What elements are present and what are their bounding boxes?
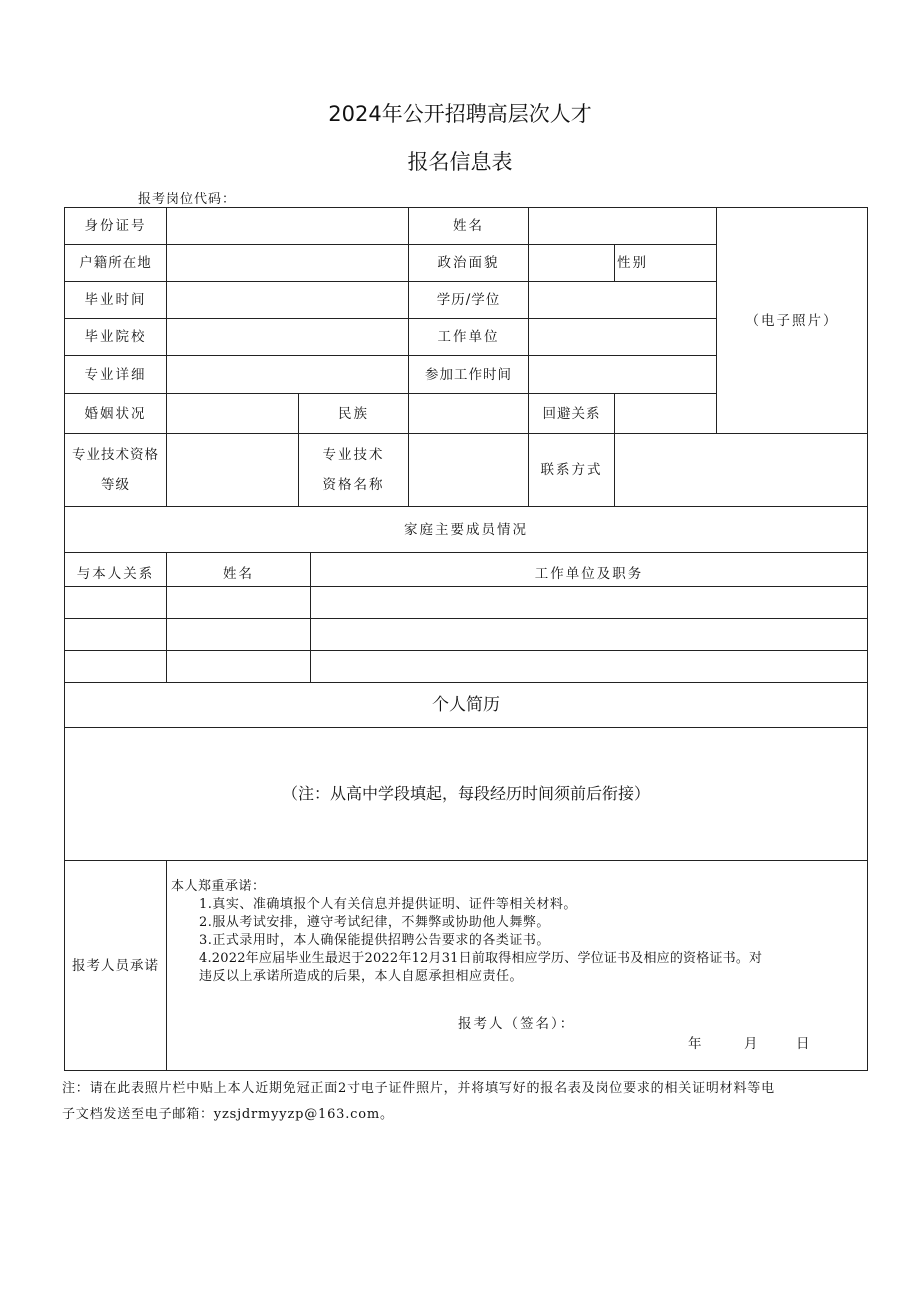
education-label: 学历/学位 bbox=[436, 292, 501, 308]
resume-note[interactable]: （注：从高中学段填起，每段经历时间须前后衔接） bbox=[281, 784, 650, 803]
commitment-item-1: 1.真实、准确填报个人有关信息并提供证明、证件等相关材料。 bbox=[199, 897, 577, 912]
name-field[interactable] bbox=[529, 208, 716, 244]
commitment-item-2: 2.服从考试安排，遵守考试纪律，不舞弊或协助他人舞弊。 bbox=[199, 915, 550, 930]
family-row1-relation[interactable] bbox=[65, 587, 166, 618]
family-col-relation: 与本人关系 bbox=[76, 566, 155, 582]
footnote-line2: 子文档发送至电子邮箱：yzsjdrmyyzp@163.com。 bbox=[62, 1107, 394, 1122]
major-detail-label: 专业详细 bbox=[84, 366, 147, 383]
commitment-item-4-cont: 违反以上承诺所造成的后果，本人自愿承担相应责任。 bbox=[199, 969, 524, 984]
family-row2-name[interactable] bbox=[167, 619, 310, 650]
work-unit-label: 工作单位 bbox=[437, 329, 500, 345]
resume-section-title: 个人简历 bbox=[432, 695, 500, 715]
form-title-line2: 报名信息表 bbox=[407, 150, 513, 174]
footnote-line1: 注：请在此表照片栏中贴上本人近期免冠正面2寸电子证件照片，并将填写好的报名表及岗位要求的相关证明材料等电 bbox=[62, 1081, 775, 1096]
commitment-label: 报考人员承诺 bbox=[72, 957, 159, 974]
commitment-intro: 本人郑重承诺： bbox=[171, 879, 266, 894]
commitment-text bbox=[171, 878, 861, 986]
gender-label: 性别 bbox=[617, 255, 648, 271]
id-number-field[interactable] bbox=[167, 208, 408, 244]
work-start-label: 参加工作时间 bbox=[425, 366, 512, 383]
political-label: 政治面貌 bbox=[437, 255, 500, 271]
family-row1-work[interactable] bbox=[311, 587, 867, 618]
tech-name-label bbox=[299, 434, 408, 506]
family-col-work: 工作单位及职务 bbox=[534, 566, 644, 582]
contact-label: 联系方式 bbox=[540, 462, 603, 478]
family-row2-work[interactable] bbox=[311, 619, 867, 650]
family-row1-name[interactable] bbox=[167, 587, 310, 618]
ethnicity-field[interactable] bbox=[409, 394, 528, 433]
id-number-label: 身份证号 bbox=[84, 218, 147, 234]
tech-name-label-line2: 资格名称 bbox=[322, 477, 385, 493]
political-field[interactable] bbox=[529, 245, 614, 281]
work-unit-field[interactable] bbox=[529, 319, 716, 355]
education-field[interactable] bbox=[529, 282, 716, 318]
tech-level-label bbox=[65, 434, 166, 506]
work-start-field[interactable] bbox=[529, 356, 716, 393]
contact-field[interactable] bbox=[615, 434, 867, 506]
family-row2-relation[interactable] bbox=[65, 619, 166, 650]
avoidance-label: 回避关系 bbox=[542, 405, 601, 422]
name-label: 姓名 bbox=[453, 218, 484, 234]
grad-time-field[interactable] bbox=[167, 282, 408, 318]
grad-time-label: 毕业时间 bbox=[84, 292, 147, 308]
family-col-name: 姓名 bbox=[223, 566, 254, 582]
signature-label: 报考人（签名）： bbox=[458, 1016, 576, 1032]
form-title-line1: 2024年公开招聘高层次人才 bbox=[328, 102, 592, 126]
commitment-item-3: 3.正式录用时，本人确保能提供招聘公告要求的各类证书。 bbox=[199, 933, 550, 948]
tech-name-label-line1: 专业技术 bbox=[322, 447, 385, 463]
marital-field[interactable] bbox=[167, 394, 298, 433]
tech-level-label-line1: 专业技术资格 bbox=[72, 447, 159, 463]
tech-level-label-line2: 等级 bbox=[101, 477, 130, 493]
tech-level-field[interactable] bbox=[167, 434, 298, 506]
ethnicity-label: 民族 bbox=[338, 405, 369, 422]
footnote bbox=[62, 1076, 872, 1128]
family-section-title: 家庭主要成员情况 bbox=[404, 521, 528, 538]
household-field[interactable] bbox=[167, 245, 408, 281]
date-day: 日 bbox=[796, 1036, 812, 1052]
grad-school-field[interactable] bbox=[167, 319, 408, 355]
photo-slot[interactable]: （电子照片） bbox=[745, 312, 839, 329]
family-row3-relation[interactable] bbox=[65, 651, 166, 682]
household-label: 户籍所在地 bbox=[79, 255, 152, 271]
family-row3-name[interactable] bbox=[167, 651, 310, 682]
family-row3-work[interactable] bbox=[311, 651, 867, 682]
commitment-item-4: 4.2022年应届毕业生最迟于2022年12月31日前取得相应学历、学位证书及相应的资格证书。对 bbox=[199, 951, 763, 966]
date-month: 月 bbox=[744, 1036, 760, 1052]
position-code-label: 报考岗位代码： bbox=[138, 192, 237, 207]
major-detail-field[interactable] bbox=[167, 356, 408, 393]
date-year: 年 bbox=[688, 1036, 704, 1052]
avoidance-field[interactable] bbox=[615, 394, 716, 433]
grad-school-label: 毕业院校 bbox=[84, 329, 147, 345]
marital-label: 婚姻状况 bbox=[84, 405, 147, 422]
tech-name-field[interactable] bbox=[409, 434, 528, 506]
